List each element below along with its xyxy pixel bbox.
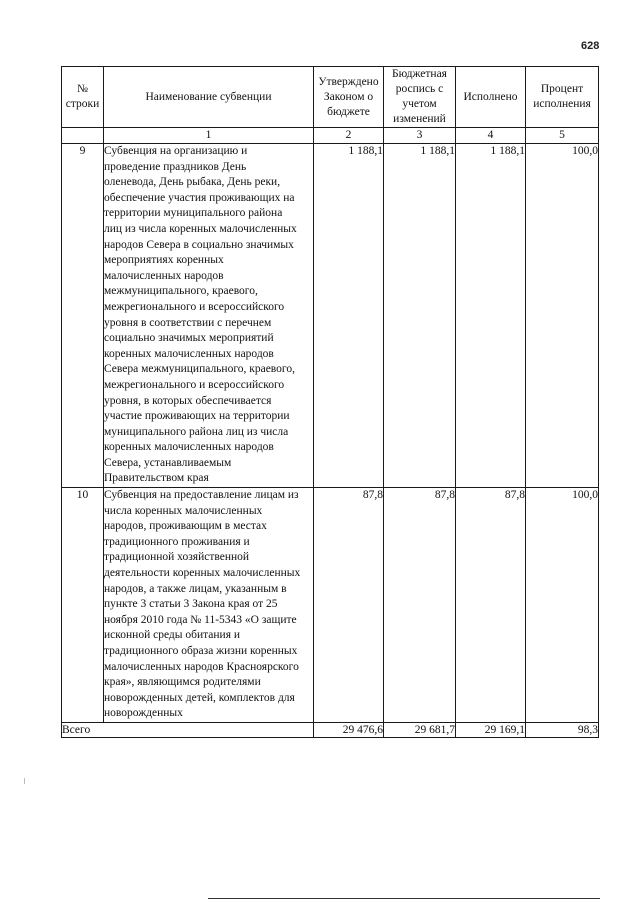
margin-mark — [24, 778, 25, 784]
header-subvention-name: Наименование субвенции — [104, 67, 314, 128]
table-row — [62, 144, 599, 488]
budget-value: 1 188,1 — [384, 144, 456, 488]
percent-value: 100,0 — [526, 144, 599, 488]
subvention-name: Субвенция на предоставление лицам из числа коренных малочисленных народов, проживающим в местах традиционного проживания и традиционной хозяйственной деятельности коренных малочисленных народов, а также лицам, указанным в пункте 3 статьи 3 Закона края от 25 ноября 2010 года № 11-5343 «О защите исконной среды обитания и традиционного образа жизни коренных малочисленных народов Красноярского края», являющимся родителями новорожденных детей, комплектов для новорожденных — [104, 488, 314, 723]
footer-rule — [208, 898, 600, 899]
executed-value: 1 188,1 — [456, 144, 526, 488]
header-percent: Процент исполнения — [526, 67, 599, 128]
column-number: 3 — [384, 128, 456, 144]
budget-value: 87,8 — [384, 488, 456, 723]
table-row — [62, 488, 599, 723]
percent-value: 100,0 — [526, 488, 599, 723]
page-number: 628 — [581, 40, 600, 52]
row-number: 9 — [62, 144, 104, 488]
total-row — [62, 722, 599, 737]
header-budget-schedule: Бюджетная роспись с учетом изменений — [384, 67, 456, 128]
subvention-name: Субвенция на организацию и проведение праздников День оленевода, День рыбака, День реки, обеспечение участия проживающих на территории муниципального района лиц из числа коренных малочисленных народов Севера в социально значимых мероприятиях коренных малочисленных народов межмуниципального, краевого, межрегионального и всероссийского уровня в соответствии с перечнем социально значимых мероприятий коренных малочисленных народов Севера межмуниципального, краевого, межрегионального и всероссийского уровня, в которых обеспечивается участие проживающих на территории муниципального района лиц из числа коренных малочисленных народов Севера, устанавливаемым Правительством края — [104, 144, 314, 488]
total-label: Всего — [62, 722, 314, 737]
approved-value: 87,8 — [314, 488, 384, 723]
column-number-blank — [62, 128, 104, 144]
total-approved: 29 476,6 — [314, 722, 384, 737]
column-number: 1 — [104, 128, 314, 144]
table-header-row — [62, 67, 599, 128]
total-percent: 98,3 — [526, 722, 599, 737]
header-row-number: № строки — [62, 67, 104, 128]
subventions-table — [61, 66, 599, 738]
header-executed: Исполнено — [456, 67, 526, 128]
column-number: 2 — [314, 128, 384, 144]
header-approved: Утверждено Законом о бюджете — [314, 67, 384, 128]
column-number: 5 — [526, 128, 599, 144]
row-number: 10 — [62, 488, 104, 723]
approved-value: 1 188,1 — [314, 144, 384, 488]
total-budget: 29 681,7 — [384, 722, 456, 737]
column-number-row — [62, 128, 599, 144]
total-executed: 29 169,1 — [456, 722, 526, 737]
executed-value: 87,8 — [456, 488, 526, 723]
column-number: 4 — [456, 128, 526, 144]
